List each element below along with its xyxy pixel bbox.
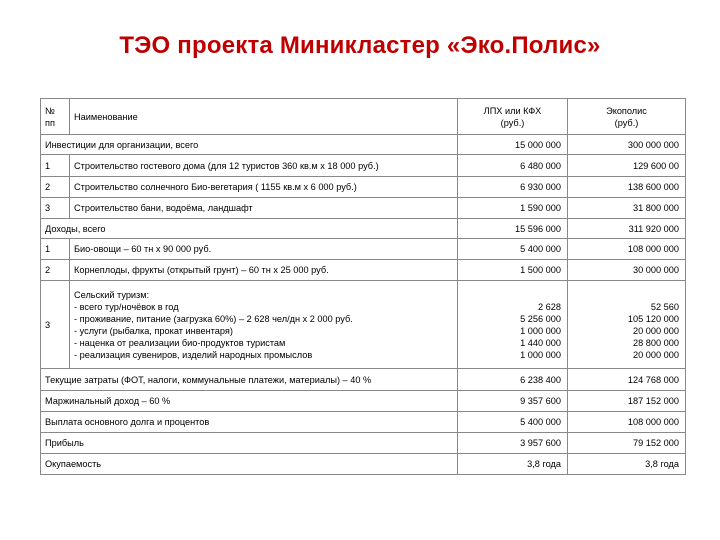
- row-label: Инвестиции для организации, всего: [41, 135, 458, 155]
- row-no: 2: [41, 177, 70, 198]
- row-lph: 15 596 000: [458, 219, 568, 239]
- row-eco: 30 000 000: [568, 260, 686, 281]
- table-row: [41, 155, 686, 177]
- table-row-income-total: [41, 219, 686, 239]
- row-label: Текущие затраты (ФОТ, налоги, коммунальные платежи, материалы) – 40 %: [41, 369, 458, 391]
- table-row: [41, 239, 686, 260]
- table-row-margin: [41, 391, 686, 412]
- row-no: 2: [41, 260, 70, 281]
- table-row-payback: [41, 454, 686, 475]
- table-row-costs: [41, 369, 686, 391]
- row-no: 3: [41, 198, 70, 219]
- row-lph: 6 238 400: [458, 369, 568, 391]
- table-row-profit: [41, 433, 686, 454]
- row-lph: 9 357 600: [458, 391, 568, 412]
- row-label: Маржинальный доход – 60 %: [41, 391, 458, 412]
- row-eco: 3,8 года: [568, 454, 686, 475]
- row-lph: 15 000 000: [458, 135, 568, 155]
- row-lph: 3 957 600: [458, 433, 568, 454]
- row-lph: 5 400 000: [458, 412, 568, 433]
- row-lph: 6 480 000: [458, 155, 568, 177]
- row-no: 1: [41, 155, 70, 177]
- row-lph: 3,8 года: [458, 454, 568, 475]
- row-label: Выплата основного долга и процентов: [41, 412, 458, 433]
- row-lph: 2 628 5 256 000 1 000 000 1 440 000 1 000 000: [458, 281, 568, 369]
- row-eco: 311 920 000: [568, 219, 686, 239]
- table-row: [41, 260, 686, 281]
- row-label: Доходы, всего: [41, 219, 458, 239]
- row-label: Корнеплоды, фрукты (открытый грунт) – 60 тн х 25 000 руб.: [70, 260, 458, 281]
- row-eco: 108 000 000: [568, 239, 686, 260]
- row-eco: 300 000 000: [568, 135, 686, 155]
- row-label: Строительство гостевого дома (для 12 туристов 360 кв.м х 18 000 руб.): [70, 155, 458, 177]
- table-row-tourism: [41, 281, 686, 369]
- row-lph: 1 500 000: [458, 260, 568, 281]
- row-eco: 52 560 105 120 000 20 000 000 28 800 000 20 000 000: [568, 281, 686, 369]
- row-lph: 1 590 000: [458, 198, 568, 219]
- table-header-row: [41, 99, 686, 135]
- page-title: ТЭО проекта Миникластер «Эко.Полис»: [119, 32, 601, 59]
- row-label: Окупаемость: [41, 454, 458, 475]
- table-row: [41, 198, 686, 219]
- row-label: Сельский туризм: - всего тур/ночёвок в год - проживание, питание (загрузка 60%) – 2 628 чел/дн х 2 000 руб. - услуги (рыбалка, прокат инвентаря) - наценка от реализации био-продуктов туристам - реализация сувениров, изделий народных промыслов: [70, 281, 458, 369]
- table-row-debt: [41, 412, 686, 433]
- table-row-invest-total: [41, 135, 686, 155]
- row-eco: 138 600 000: [568, 177, 686, 198]
- row-eco: 124 768 000: [568, 369, 686, 391]
- header-lph: ЛПХ или КФХ (руб.): [458, 99, 568, 135]
- row-no: 3: [41, 281, 70, 369]
- feasibility-table: [40, 98, 686, 475]
- row-eco: 31 800 000: [568, 198, 686, 219]
- row-eco: 79 152 000: [568, 433, 686, 454]
- row-label: Прибыль: [41, 433, 458, 454]
- row-label: Био-овощи – 60 тн х 90 000 руб.: [70, 239, 458, 260]
- table-row: [41, 177, 686, 198]
- header-name: Наименование: [70, 99, 458, 135]
- row-lph: 5 400 000: [458, 239, 568, 260]
- header-eco: Экополис (руб.): [568, 99, 686, 135]
- row-eco: 108 000 000: [568, 412, 686, 433]
- row-lph: 6 930 000: [458, 177, 568, 198]
- row-label: Строительство солнечного Био-вегетария ( 1155 кв.м х 6 000 руб.): [70, 177, 458, 198]
- row-label: Строительство бани, водоёма, ландшафт: [70, 198, 458, 219]
- row-eco: 187 152 000: [568, 391, 686, 412]
- row-no: 1: [41, 239, 70, 260]
- row-eco: 129 600 00: [568, 155, 686, 177]
- header-no: № пп: [41, 99, 70, 135]
